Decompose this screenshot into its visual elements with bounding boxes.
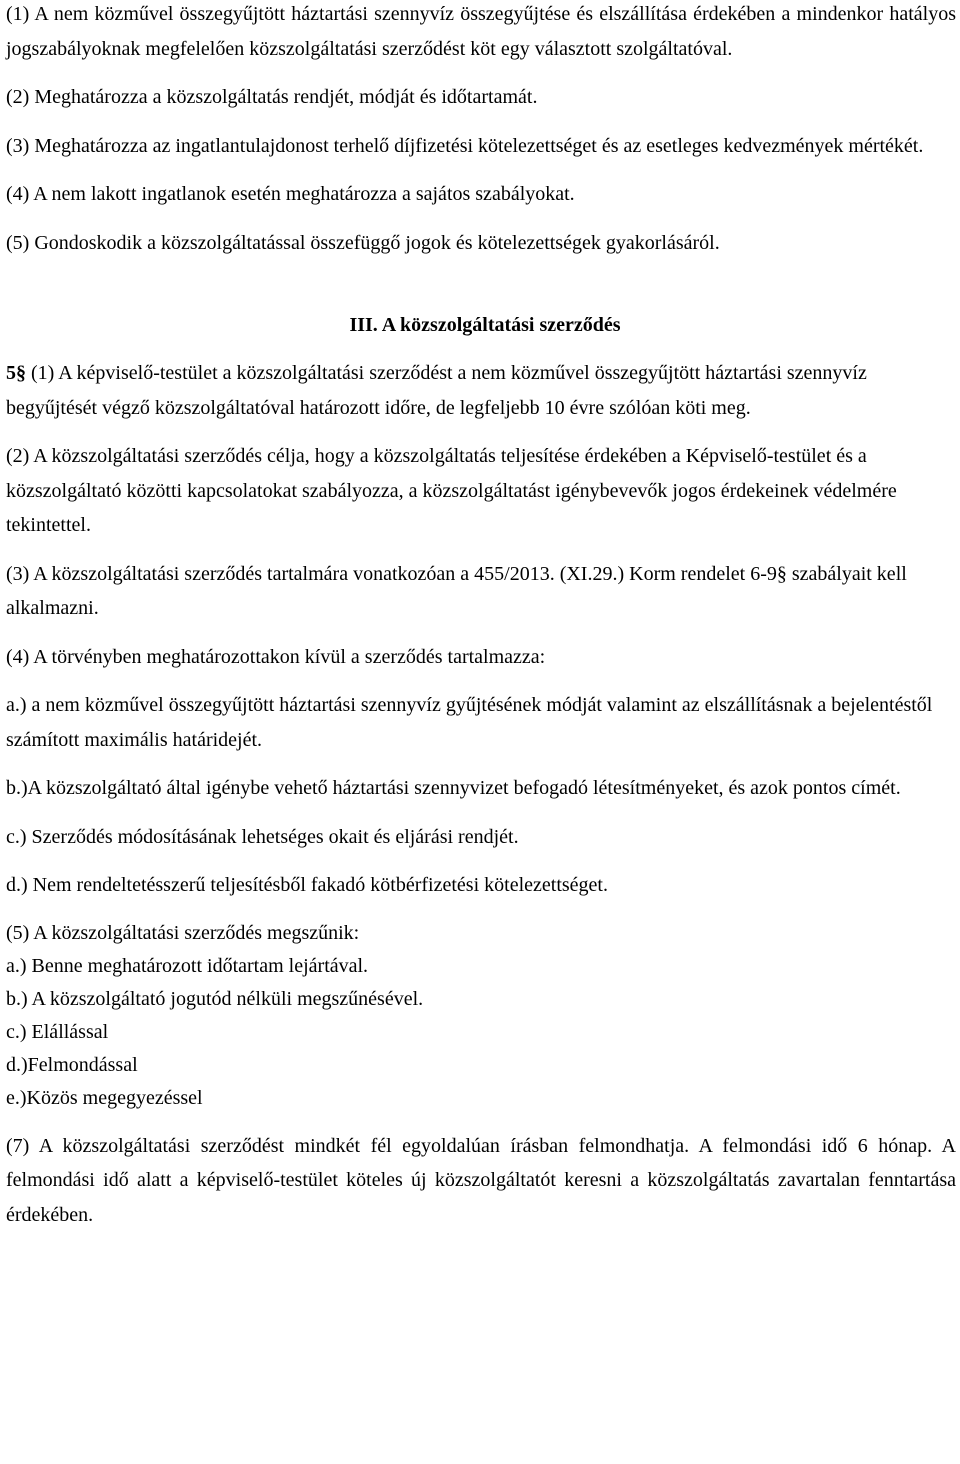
section-heading: III. A közszolgáltatási szerződés: [349, 314, 621, 336]
list-item-4d: d.) Nem rendeltetésszerű teljesítésből fakadó kötbérfizetési kötelezettséget.: [6, 874, 608, 896]
section-5-paragraph-1: [6, 356, 956, 425]
list-item-4b: b.)A közszolgáltató által igénybe vehető háztartási szennyvizet befogadó létesítményeket, és azok pontos címét.: [6, 777, 901, 799]
list-item-4c: c.) Szerződés módosításának lehetséges okait és eljárási rendjét.: [6, 825, 519, 848]
list-item-5a: a.) Benne meghatározott időtartam lejártával.: [6, 954, 369, 977]
paragraph-4: (4) A nem lakott ingatlanok esetén meghatározza a sajátos szabályokat.: [6, 183, 575, 205]
list-item-5e: e.)Közös megegyezéssel: [6, 1086, 203, 1109]
section-5-paragraph-2: (2) A közszolgáltatási szerződés célja, hogy a közszolgáltatás teljesítése érdekében a Képviselő-testület és a közszolgáltató közötti kapcsolatokat szabályozza, a közszolgáltatást igénybevevők jogos érdekeinek védelmére tekintettel.: [6, 445, 897, 536]
section-5-paragraph-3: (3) A közszolgáltatási szerződés tartalmára vonatkozóan a 455/2013. (XI.29.) Korm rendelet 6-9§ szabályait kell alkalmazni.: [6, 562, 907, 619]
document-page: [6, 0, 956, 1232]
list-item-5c: c.) Elállással: [6, 1020, 109, 1043]
section-5-paragraph-5: (5) A közszolgáltatási szerződés megszűnik:: [6, 921, 360, 944]
section-5-paragraph-1-text: (1) A képviselő-testület a közszolgáltatási szerződést a nem közművel összegyűjtött háztartási szennyvíz begyűjtését végző közszolgáltatóval határozott időre, de legfeljebb 10 évre szólóan köti meg.: [6, 362, 867, 419]
paragraph-3: (3) Meghatározza az ingatlantulajdonost terhelő díjfizetési kötelezettséget és az esetleges kedvezmények mértékét.: [6, 134, 924, 157]
section-5-paragraph-4: (4) A törvényben meghatározottakon kívül a szerződés tartalmazza:: [6, 645, 546, 668]
section-5-paragraph-7: (7) A közszolgáltatási szerződést mindkét fél egyoldalúan írásban felmondhatja. A felmondási idő 6 hónap. A felmondási idő alatt a képviselő-testület köteles új közszolgáltatót keresni a közszolgáltatás zavartalan fenntartása érdekében.: [6, 1134, 956, 1226]
list-item-4a: a.) a nem közművel összegyűjtött háztartási szennyvíz gyűjtésének módját valamint az elszállításnak a bejelentéstől számított maximális határidejét.: [6, 694, 933, 751]
list-item-5d: d.)Felmondással: [6, 1053, 138, 1076]
paragraph-2: (2) Meghatározza a közszolgáltatás rendjét, módját és időtartamát.: [6, 86, 538, 108]
paragraph-5: (5) Gondoskodik a közszolgáltatással összefüggő jogok és kötelezettségek gyakorlásáról.: [6, 231, 720, 254]
paragraph-1: (1) A nem közművel összegyűjtött háztartási szennyvíz összegyűjtése és elszállítása érdekében a mindenkor hatályos jogszabályoknak megfelelően közszolgáltatási szerződést köt egy választott szolgáltatóval.: [6, 3, 956, 60]
paragraph-number: 5§: [6, 362, 26, 384]
list-item-5b: b.) A közszolgáltató jogutód nélküli megszűnésével.: [6, 987, 424, 1010]
